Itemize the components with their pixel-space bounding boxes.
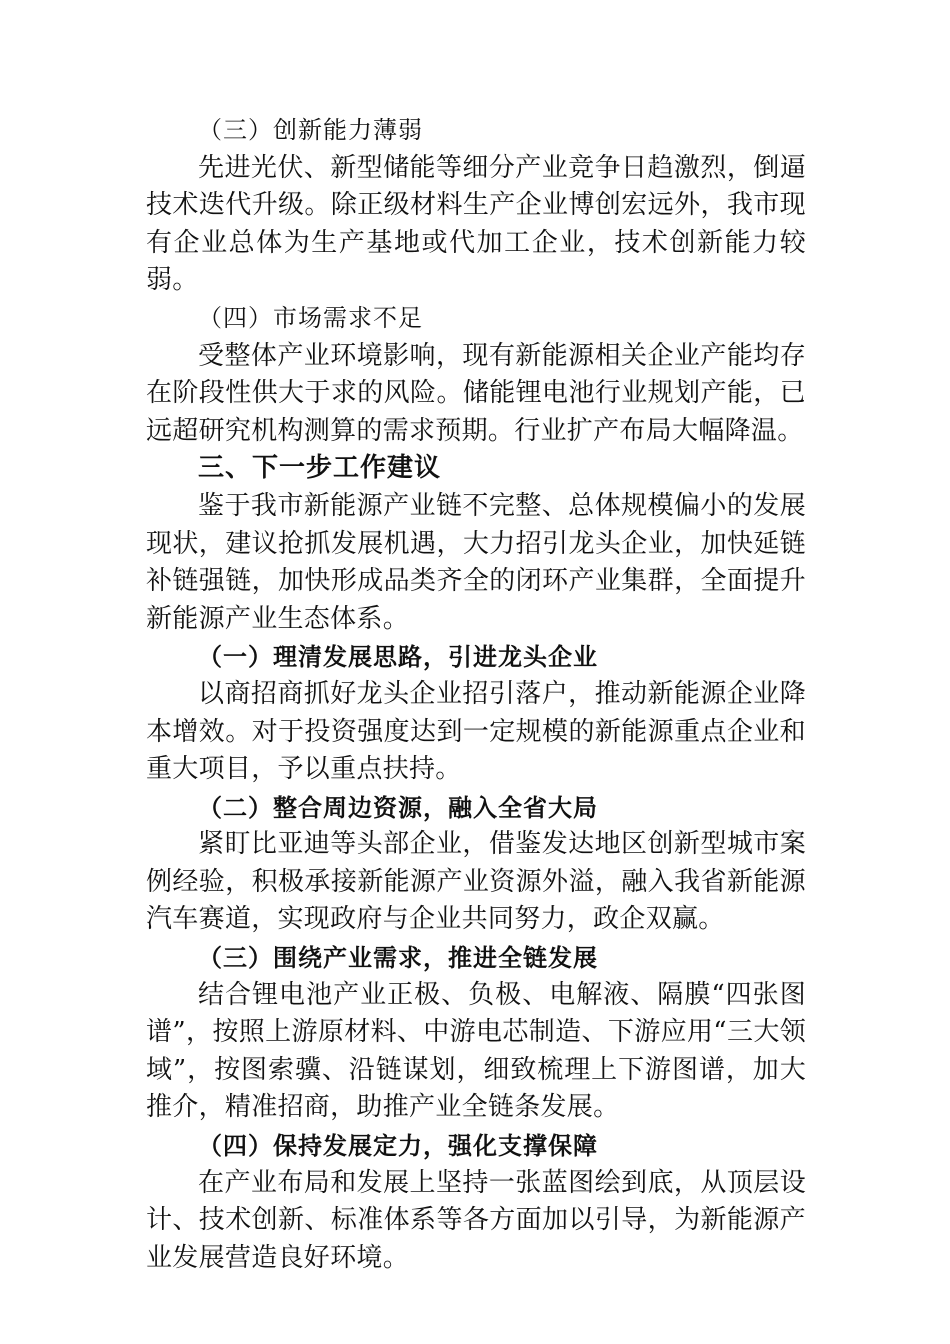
document-body	[146, 112, 806, 1277]
paragraph-support-guarantee: 在产业布局和发展上坚持一张蓝图绘到底，从顶层设计、技术创新、标准体系等各方面加以引导，为新能源产业发展营造良好环境。	[146, 1167, 806, 1273]
paragraph-next-steps: 鉴于我市新能源产业链不完整、总体规模偏小的发展现状，建议抢抓发展机遇，大力招引龙头企业，加快延链补链强链，加快形成品类齐全的闭环产业集群，全面提升新能源产业生态体系。	[146, 490, 806, 634]
subheading-full-chain: （三）围绕产业需求，推进全链发展	[198, 943, 598, 973]
paragraph-leading-enterprises: 以商招商抓好龙头企业招引落户，推动新能源企业降本增效。对于投资强度达到一定规模的新能源重点企业和重大项目，予以重点扶持。	[146, 678, 806, 785]
subheading-leading-enterprises: （一）理清发展思路，引进龙头企业	[198, 642, 598, 672]
chapter-heading-next-steps: 三、下一步工作建议	[198, 453, 442, 484]
subheading-support-guarantee: （四）保持发展定力，强化支撑保障	[198, 1131, 598, 1161]
paragraph-full-chain: 结合锂电池产业正极、负极、电解液、隔膜“四张图谱”，按照上游原材料、中游电芯制造、下游应用“三大领域”，按图索骥、沿链谋划，细致梳理上下游图谱，加大推介，精准招商，助推产业全链条发展。	[146, 979, 806, 1123]
subheading-integrate-resources: （二）整合周边资源，融入全省大局	[198, 792, 598, 822]
paragraph-market: 受整体产业环境影响，现有新能源相关企业产能均存在阶段性供大于求的风险。储能锂电池行业规划产能，已远超研究机构测算的需求预期。行业扩产布局大幅降温。	[146, 340, 806, 446]
section-heading-market: （四）市场需求不足	[198, 303, 423, 332]
paragraph-innovation: 先进光伏、新型储能等细分产业竞争日趋激烈，倒逼技术迭代升级。除正级材料生产企业博创宏远外，我市现有企业总体为生产基地或代加工企业，技术创新能力较弱。	[146, 152, 806, 296]
section-heading-innovation: （三）创新能力薄弱	[198, 116, 423, 144]
paragraph-integrate-resources: 紧盯比亚迪等头部企业，借鉴发达地区创新型城市案例经验，积极承接新能源产业资源外溢，融入我省新能源汽车赛道，实现政府与企业共同努力，政企双赢。	[146, 829, 806, 935]
